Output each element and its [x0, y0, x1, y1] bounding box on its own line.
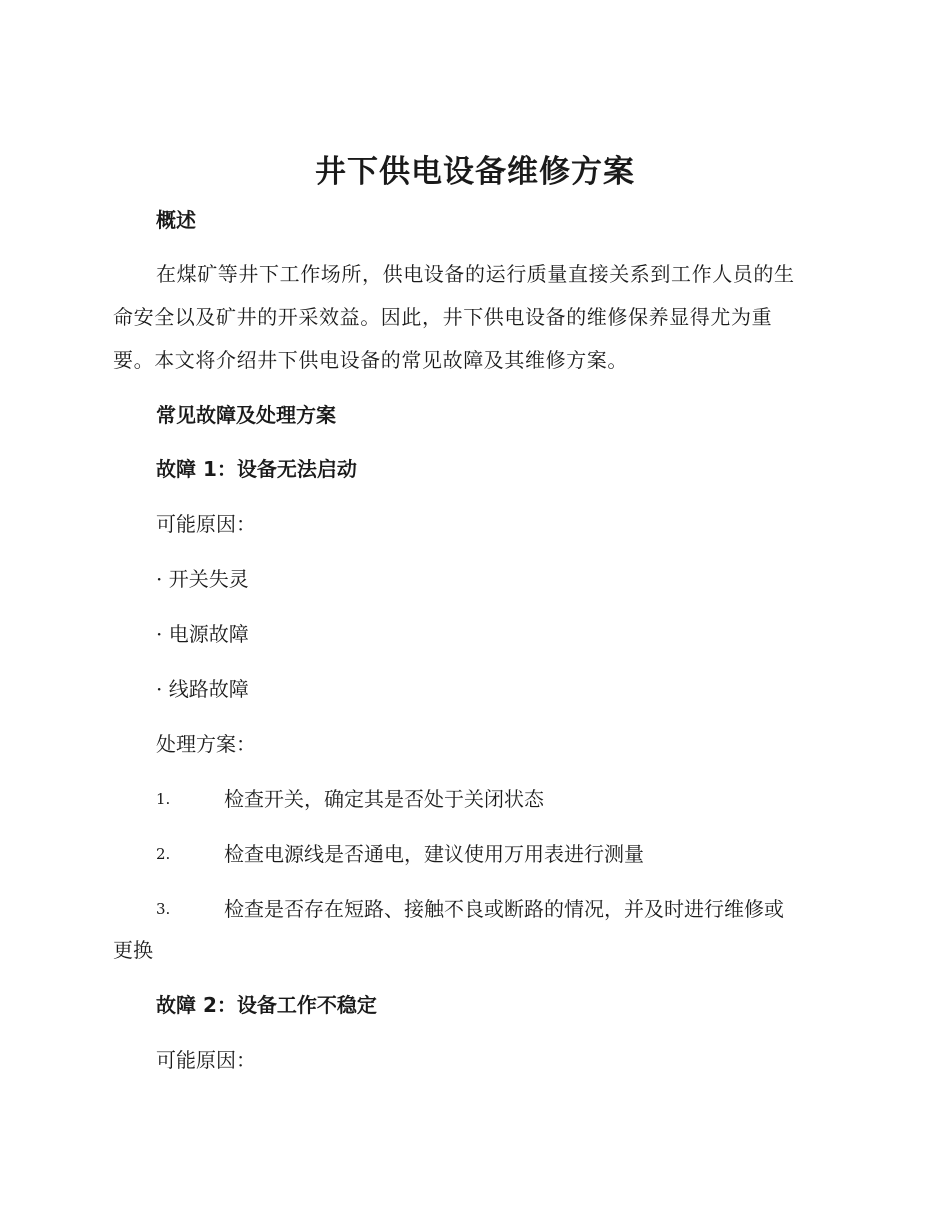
solution-number-3: 3. [156, 900, 171, 918]
fault1-cause-3: · 线路故障 [156, 677, 249, 701]
overview-line-2: 命安全以及矿井的开采效益。因此，井下供电设备的维修保养显得尤为重 [113, 305, 773, 329]
fault1-cause-2: · 电源故障 [156, 622, 249, 646]
solution-number-1: 1. [156, 790, 171, 808]
fault1-solutions-label: 处理方案： [156, 732, 256, 756]
fault2-causes-label: 可能原因： [156, 1048, 256, 1072]
fault2-heading: 故障 2：设备工作不稳定 [156, 993, 377, 1017]
faults-heading: 常见故障及处理方案 [156, 403, 336, 427]
document-title: 井下供电设备维修方案 [315, 154, 635, 190]
fault1-causes-label: 可能原因： [156, 512, 256, 536]
solution-text-2: 检查电源线是否通电，建议使用万用表进行测量 [224, 842, 644, 866]
fault1-cause-1: · 开关失灵 [156, 567, 249, 591]
fault1-heading: 故障 1：设备无法启动 [156, 457, 357, 481]
overview-line-1: 在煤矿等井下工作场所，供电设备的运行质量直接关系到工作人员的生 [156, 262, 795, 286]
solution-text-3-continuation: 更换 [113, 938, 153, 962]
solution-text-3: 检查是否存在短路、接触不良或断路的情况，并及时进行维修或 [224, 897, 784, 921]
solution-text-1: 检查开关，确定其是否处于关闭状态 [224, 787, 544, 811]
overview-heading: 概述 [156, 208, 196, 232]
overview-line-3: 要。本文将介绍井下供电设备的常见故障及其维修方案。 [113, 348, 628, 372]
solution-number-2: 2. [156, 845, 171, 863]
